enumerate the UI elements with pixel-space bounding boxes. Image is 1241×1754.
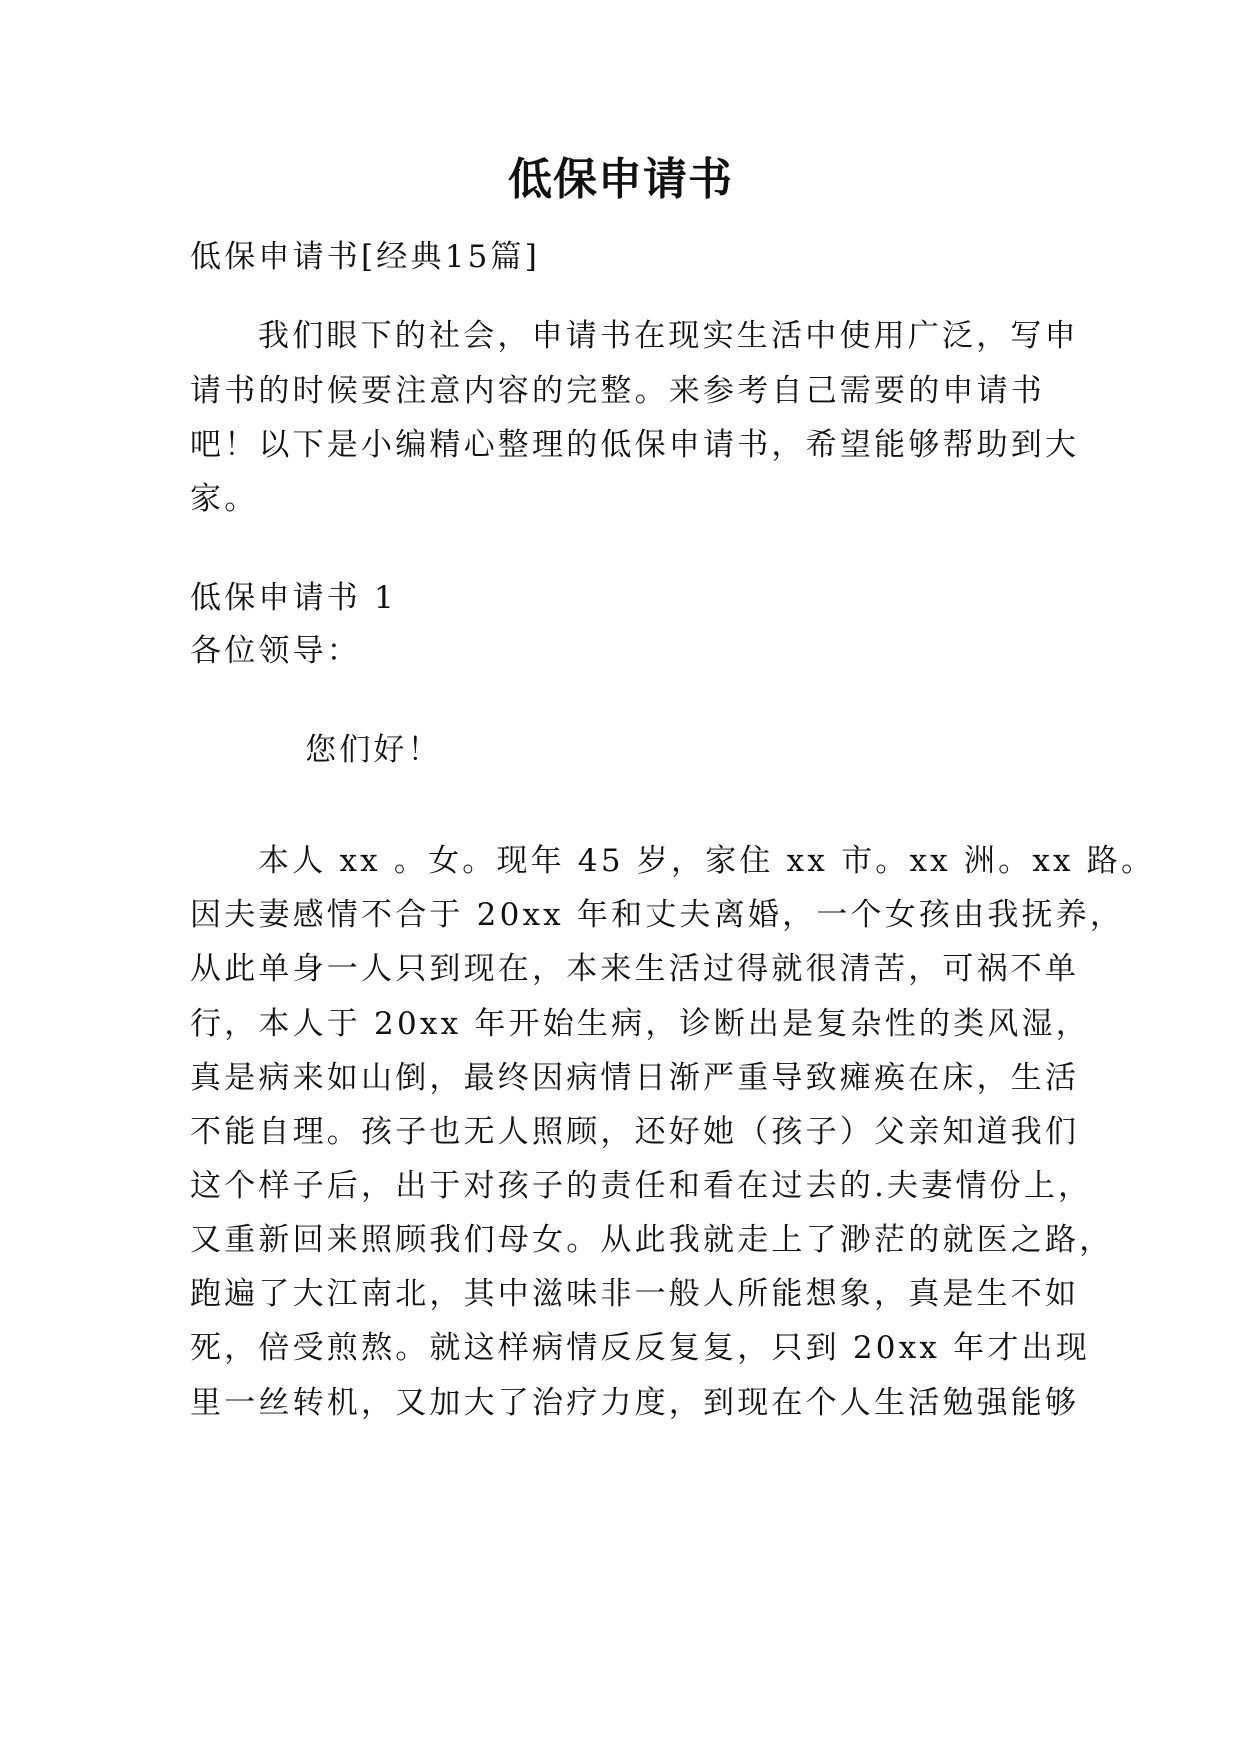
body-line: 本人 xx 。女。现年 45 岁，家住 xx 市。xx 洲。xx 路。 [258, 843, 1156, 879]
body-line: 这个样子后，出于对孩子的责任和看在过去的.夫妻情份上， [190, 1168, 1093, 1204]
intro-line: 吧！以下是小编精心整理的低保申请书，希望能够帮助到大 [190, 427, 1080, 463]
body-line: 行，本人于 20xx 年开始生病，诊断出是复杂性的类风湿， [190, 1006, 1090, 1042]
intro-line: 家。 [190, 481, 259, 517]
body-line: 跑遍了大江南北，其中滋味非一般人所能想象，真是生不如 [190, 1276, 1080, 1312]
body-line: 不能自理。孩子也无人照顾，还好她（孩子）父亲知道我们 [190, 1114, 1080, 1150]
body-line: 从此单身一人只到现在，本来生活过得就很清苦，可祸不单 [190, 951, 1080, 987]
salutation: 各位领导： [190, 633, 361, 669]
document-subtitle: 低保申请书[经典15篇] [190, 239, 541, 275]
body-line: 因夫妻感情不合于 20xx 年和丈夫离婚，一个女孩由我抚养， [190, 897, 1125, 933]
body-line: 又重新回来照顾我们母女。从此我就走上了渺茫的就医之路， [190, 1222, 1114, 1258]
greeting: 您们好！ [305, 732, 442, 768]
body-line: 真是病来如山倒，最终因病情日渐严重导致瘫痪在床，生活 [190, 1060, 1080, 1096]
document-title: 低保申请书 [508, 154, 733, 205]
intro-line: 我们眼下的社会，申请书在现实生活中使用广泛，写申 [258, 318, 1079, 354]
body-line: 里一丝转机，又加大了治疗力度，到现在个人生活勉强能够 [190, 1385, 1080, 1421]
body-line: 死，倍受煎熬。就这样病情反反复复，只到 20xx 年才出现 [190, 1330, 1090, 1366]
intro-line: 请书的时候要注意内容的完整。来参考自己需要的申请书 [190, 373, 1045, 409]
section-heading: 低保申请书 1 [190, 580, 397, 616]
